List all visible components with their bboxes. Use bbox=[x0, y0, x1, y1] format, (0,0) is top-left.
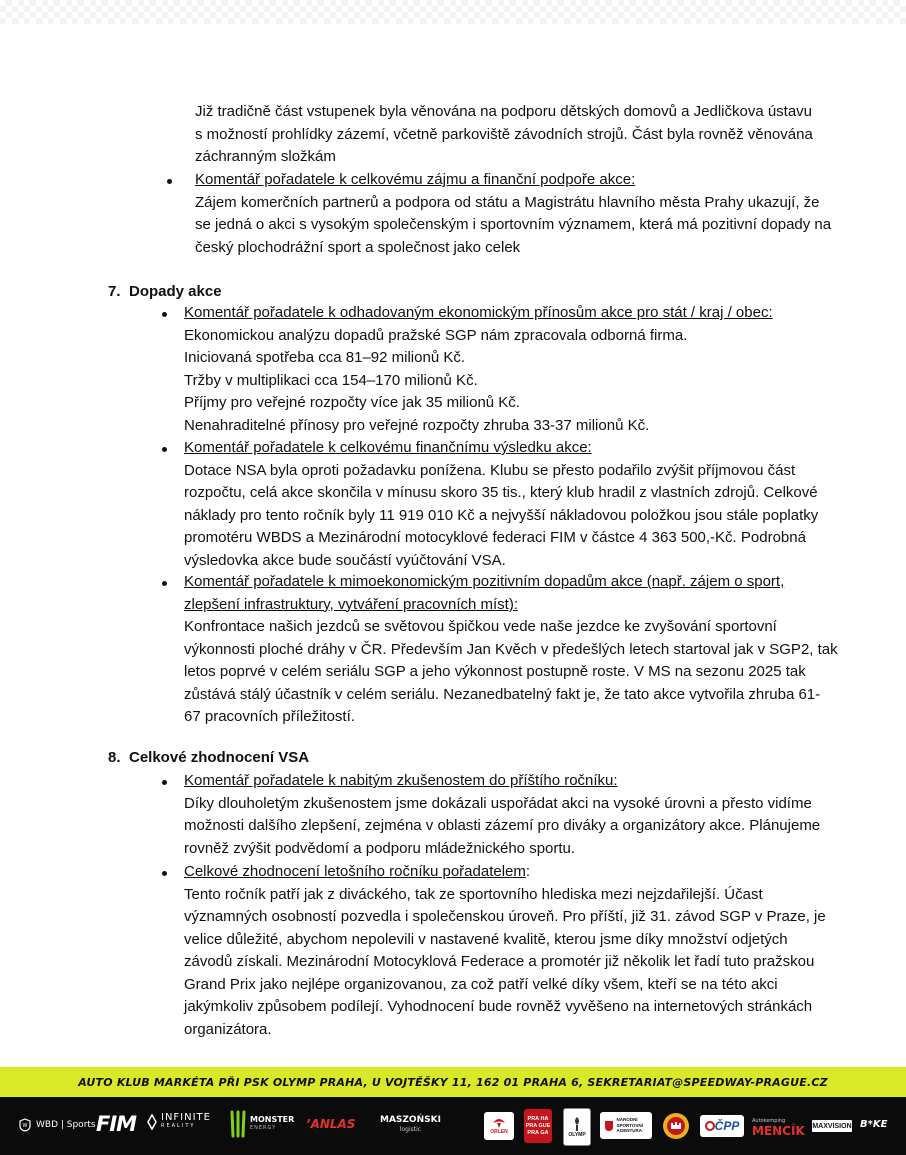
sponsor-cpp-logo bbox=[700, 1115, 744, 1137]
intro-paragraph bbox=[195, 101, 840, 169]
sponsor-fim-text: FIM bbox=[96, 1112, 137, 1136]
sponsor-anlas-text: ANLAS bbox=[310, 1117, 356, 1131]
comment-title: Komentář pořadatele k odhadovaným ekonomickým přínosům akce pro stát / kraj / obec: bbox=[184, 304, 773, 321]
comment-financial-result bbox=[184, 437, 840, 572]
text-line: zůstává stálý účastník v celém seriálu. Nezanedbatelný fakt je, že tato akce vytvořila zhruba 61- bbox=[184, 685, 821, 703]
orlen-eagle-icon bbox=[492, 1117, 506, 1129]
comment-title: Celkové zhodnocení letošního ročníku pořadatelem bbox=[184, 863, 526, 880]
text-line: se jedná o akci s vysokým společenským i sportovním významem, která má pozitivní dopady na bbox=[195, 216, 832, 233]
sponsor-nsa-text: NÁRODNÍ SPORTOVNÍ AGENTURA bbox=[616, 1117, 643, 1134]
text-line: Grand Prix jako nejlépe organizovanou, za což patří velké díky všem, kteří se na této akci bbox=[184, 975, 778, 993]
sponsor-nsa-logo bbox=[600, 1112, 652, 1139]
text-line: promotéru WBDS a Mezinárodní motocyklové federaci FIM v částce 4 363 500,-Kč. Podrobná bbox=[184, 529, 806, 546]
comment-title: Komentář pořadatele k celkovému finančnímu výsledku akce: bbox=[184, 439, 592, 456]
text-line: Dotace NSA byla oproti požadavku ponížena. Klubu se přesto podařilo zvýšit příjmovou část bbox=[184, 461, 796, 479]
sponsor-orlen-text: ORLEN bbox=[490, 1129, 508, 1135]
footer-address-band bbox=[0, 1067, 906, 1097]
sponsor-fim-logo bbox=[96, 1112, 136, 1136]
sponsor-infinite-text: INFINITE bbox=[161, 1112, 211, 1123]
sponsor-infinite-subtext: REALITY bbox=[161, 1123, 196, 1129]
bullet-icon bbox=[167, 179, 172, 184]
sponsor-maszonski-text: MASZOŃSKI bbox=[380, 1115, 441, 1125]
comment-title: Komentář pořadatele k celkovému zájmu a finanční podpoře akce: bbox=[195, 171, 636, 188]
sponsor-orlen-logo bbox=[484, 1112, 514, 1140]
text-line: Tržby v multiplikaci cca 154–170 milionů Kč. bbox=[184, 371, 478, 389]
bullet-icon bbox=[162, 780, 167, 785]
sponsor-monster-subtext: ENERGY bbox=[250, 1125, 277, 1131]
comment-experience bbox=[184, 770, 840, 860]
comment-title-colon: : bbox=[525, 863, 531, 880]
text-line: Konfrontace našich jezdců se světovou špičkou vede naše jezdce ke zvyšování sportovní bbox=[184, 618, 777, 635]
bullet-icon bbox=[162, 312, 167, 317]
bullet-icon bbox=[162, 581, 167, 586]
bullet-icon bbox=[162, 871, 167, 876]
sponsor-emblem-logo bbox=[662, 1112, 690, 1144]
text-line: 67 pracovních příležitostí. bbox=[184, 708, 355, 725]
comment-economic-benefits bbox=[184, 302, 840, 437]
text-line: závodů získali. Mezinárodní Motocyklová Federace a promotér již několik let řadí tuto pražskou bbox=[184, 953, 815, 970]
sponsor-bike-text: B*KE bbox=[860, 1119, 888, 1130]
infinite-mark-icon bbox=[146, 1113, 158, 1131]
sponsor-cpp-text: ČPP bbox=[714, 1119, 740, 1133]
sponsor-praha-text: PRA HA PRA GUE PRA GA bbox=[525, 1115, 551, 1136]
section-title: Celkové zhodnocení VSA bbox=[129, 749, 310, 766]
sponsor-mencik-text: MENCÍK bbox=[752, 1124, 805, 1138]
sponsor-anlas-logo: ’ANLAS bbox=[306, 1117, 356, 1131]
text-line: Ekonomickou analýzu dopadů pražské SGP nám zpracovala odborná firma. bbox=[184, 326, 688, 344]
sponsor-bike-logo bbox=[860, 1119, 887, 1130]
text-line: Nenahraditelné přínosy pro veřejné rozpočty zhruba 33-37 milionů Kč. bbox=[184, 416, 650, 434]
section-number: 7. bbox=[108, 283, 121, 300]
footer-address: AUTO KLUB MARKÉTA PŘI PSK OLYMP PRAHA, U VOJTĚŠKY 11, 162 01 PRAHA 6, SEKRETARIAT@SPEEDWAY-PRAGUE.CZ bbox=[78, 1075, 828, 1089]
wbd-shield-icon bbox=[18, 1118, 32, 1132]
section-number: 8. bbox=[108, 749, 121, 766]
cpp-swirl-icon bbox=[705, 1121, 715, 1131]
sponsor-strip bbox=[0, 1097, 906, 1155]
section-title: Dopady akce bbox=[129, 283, 222, 300]
comment-title: Komentář pořadatele k nabitým zkušenostem do příštího ročníku: bbox=[184, 772, 618, 789]
section-heading-7 bbox=[108, 281, 222, 304]
sponsor-olymp-text: OLYMP bbox=[568, 1132, 586, 1138]
text-line: záchranným složkám bbox=[195, 148, 336, 165]
sponsor-wbd-logo bbox=[18, 1118, 96, 1132]
text-line: český plochodrážní sport a společnost jako celek bbox=[195, 238, 521, 256]
top-decoration bbox=[0, 0, 906, 24]
text-line: organizátora. bbox=[184, 1020, 272, 1038]
sponsor-praha-logo bbox=[524, 1109, 552, 1143]
section-heading-8 bbox=[108, 747, 309, 770]
bullet-icon bbox=[162, 447, 167, 452]
sponsor-maxvision-logo bbox=[812, 1120, 852, 1132]
text-line: významných osobností pozvedla i společenskou úroveň. Pro příští, již 31. závod SGP v Praze, je bbox=[184, 908, 826, 925]
comment-title-row bbox=[184, 861, 840, 884]
text-line: náklady pro tento ročník byly 11 919 010 Kč a nejvyšší nákladovou položkou jsou stále poplatky bbox=[184, 506, 819, 524]
text-line: možnosti dalšího zlepšení, zejména v oblasti zázemí pro diváky a organizátory akce. Plánujeme bbox=[184, 817, 821, 834]
comment-interest-support bbox=[195, 169, 840, 259]
text-line: Zájem komerčních partnerů a podpora od státu a Magistrátu hlavního města Prahy ukazují, že bbox=[195, 193, 820, 211]
sponsor-maszonski-subtext: logistic bbox=[399, 1126, 422, 1133]
text-line: jakýmkoliv způsobem podílejí. Vyhodnocení bude rovněž vyvěšeno na internetových stránkách bbox=[184, 998, 813, 1015]
sponsor-maszonski-logo bbox=[380, 1115, 441, 1135]
text-line: velice důležité, abychom nepolevili v nastavené kvalitě, kterou jsme díky množství odjetých bbox=[184, 930, 788, 948]
comment-overall-evaluation bbox=[184, 861, 840, 1041]
text-line: Díky dlouholetým zkušenostem jsme dokázali uspořádat akci na vysoké úrovni a přesto vidíme bbox=[184, 794, 812, 812]
svg-text:W: W bbox=[22, 1123, 28, 1129]
comment-non-economic-impacts bbox=[184, 571, 840, 729]
comment-title: zlepšení infrastruktury, vytváření pracovních míst): bbox=[184, 595, 519, 613]
text-line: Tento ročník patří jak z diváckého, tak ze sportovního hlediska mezi nejzdařilejší. Účast bbox=[184, 885, 763, 903]
text-line: Již tradičně část vstupenek byla věnována na podporu dětských domovů a Jedličkova ústavu bbox=[195, 103, 813, 120]
nsa-emblem-icon bbox=[604, 1120, 614, 1132]
text-line: výsledovka akce bude součástí vyúčtování VSA. bbox=[184, 551, 506, 569]
sponsor-olymp-logo bbox=[563, 1108, 591, 1146]
text-line: Iniciovaná spotřeba cca 81–92 milionů Kč. bbox=[184, 349, 466, 366]
sponsor-mencik-logo bbox=[752, 1117, 805, 1138]
sponsor-monster-logo bbox=[228, 1110, 294, 1138]
sponsor-mencik-subtext: Autokemping bbox=[752, 1118, 786, 1124]
sponsor-monster-text: MONSTER bbox=[250, 1115, 295, 1124]
text-line: výkonnosti ploché dráhy v ČR. Především Jan Kvěch v předešlých letech startoval jak v SGP2, tak bbox=[184, 640, 838, 658]
sponsor-infinite-logo bbox=[146, 1113, 211, 1131]
text-line: Příjmy pro veřejné rozpočty více jak 35 milionů Kč. bbox=[184, 394, 520, 411]
text-line: rozpočtu, celá akce skončila v mínusu skoro 35 tis., který klub hradil z vlastních zdrojů. Celkové bbox=[184, 484, 818, 501]
text-line: rovněž zvýšit podvědomí a podporu mládežnického sportu. bbox=[184, 839, 576, 857]
text-line: s možností prohlídky zázemí, včetně parkoviště závodních strojů. Část byla rovněž věnována bbox=[195, 125, 813, 143]
sponsor-maxvision-text: MAXVISION bbox=[812, 1122, 852, 1130]
monster-claw-icon bbox=[228, 1110, 248, 1138]
olymp-torch-icon bbox=[570, 1116, 584, 1132]
comment-title: Komentář pořadatele k mimoekonomickým pozitivním dopadům akce (např. zájem o sport, bbox=[184, 573, 785, 590]
text-line: letos poprvé v celém seriálu SGP a jeho výkonnost postupně roste. V MS na sezonu 2025 tak bbox=[184, 663, 806, 680]
sponsor-wbd-text: WBD | Sports bbox=[36, 1120, 96, 1130]
prague-emblem-icon bbox=[662, 1112, 690, 1140]
